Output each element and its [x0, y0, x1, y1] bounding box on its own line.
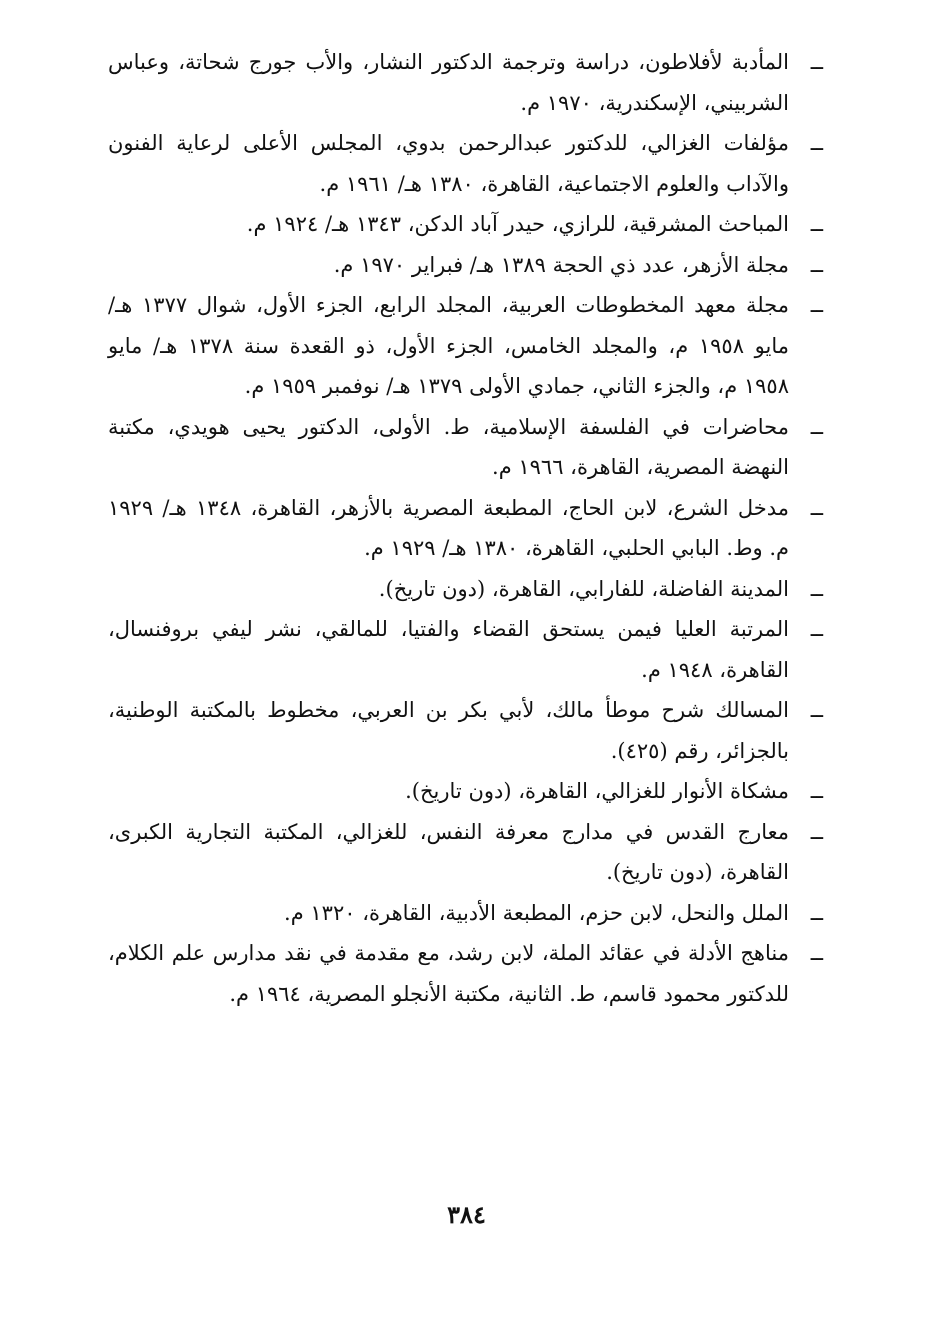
entry-text: المسالك شرح موطأ مالك، لأبي بكر بن العربي، مخطوط بالمكتبة الوطنية، بالجزائر، رقم (٤٢٥).	[108, 698, 789, 763]
entry-text: مناهج الأدلة في عقائد الملة، لابن رشد، مع مقدمة في نقد مدارس علم الكلام، للدكتور محمود قاسم، ط. الثانية، مكتبة الأنجلو المصرية، ١٩٦٤ م.	[108, 941, 789, 1006]
entry-dash: ــ	[810, 495, 823, 520]
bibliography-entry	[108, 285, 823, 407]
entry-dash: ــ	[810, 576, 823, 601]
entry-dash: ــ	[810, 779, 823, 803]
entry-dash: ــ	[810, 941, 823, 965]
entry-dash: ــ	[810, 50, 823, 74]
bibliography-entry	[108, 407, 823, 488]
bibliography-entry	[108, 42, 823, 123]
entry-dash: ــ	[810, 414, 823, 439]
entry-text: المباحث المشرقية، للرازي، حيدر آباد الدكن، ١٣٤٣ هـ/ ١٩٢٤ م.	[246, 212, 789, 236]
entry-text: الملل والنحل، لابن حزم، المطبعة الأدبية، القاهرة، ١٣٢٠ م.	[284, 900, 789, 925]
entry-dash: ــ	[810, 900, 823, 925]
bibliography-entry	[108, 245, 823, 286]
entry-text: المرتبة العليا فيمن يستحق القضاء والفتيا، للمالقي، نشر ليفي بروفنسال، القاهرة، ١٩٤٨ م.	[108, 617, 789, 682]
bibliography-entry	[108, 609, 823, 690]
entry-dash: ــ	[810, 698, 823, 722]
entry-dash: ــ	[810, 819, 823, 844]
bibliography-entry	[108, 488, 823, 569]
entry-dash: ــ	[810, 617, 823, 641]
entry-text: معارج القدس في مدارج معرفة النفس، للغزالي، المكتبة التجارية الكبرى، القاهرة، (دون تاريخ).	[108, 819, 789, 884]
entry-text: مجلة معهد المخطوطات العربية، المجلد الرابع، الجزء الأول، شوال ١٣٧٧ هـ/ مايو ١٩٥٨ م، والمجلد الخامس، الجزء الأول، ذو القعدة سنة ١٣٧٨ هـ/ مايو ١٩٥٨ م، والجزء الثاني، جمادي الأولى ١٣٧٩ هـ/ نوفمبر ١٩٥٩ م.	[108, 293, 790, 398]
bibliography-entry	[108, 812, 823, 893]
bibliography-entry	[108, 204, 823, 245]
bibliography-entry	[108, 893, 823, 934]
entry-text: المأدبة لأفلاطون، دراسة وترجمة الدكتور النشار، والأب جورج شحاتة، وعباس الشربيني، الإسكندرية، ١٩٧٠ م.	[108, 50, 789, 115]
bibliography-list	[108, 42, 823, 1014]
entry-dash: ــ	[810, 131, 823, 155]
entry-dash: ــ	[810, 252, 823, 277]
entry-text: المدينة الفاضلة، للفارابي، القاهرة، (دون تاريخ).	[378, 576, 789, 601]
bibliography-entry	[108, 123, 823, 204]
bibliography-entry	[108, 771, 823, 812]
entry-text: مؤلفات الغزالي، للدكتور عبدالرحمن بدوي، المجلس الأعلى لرعاية الفنون والآداب والعلوم الاجتماعية، القاهرة، ١٣٨٠ هـ/ ١٩٦١ م.	[108, 131, 789, 196]
entry-dash: ــ	[810, 293, 823, 317]
bibliography-entry	[108, 933, 823, 1014]
entry-text: مجلة الأزهر، عدد ذي الحجة ١٣٨٩ هـ/ فبراير ١٩٧٠ م.	[333, 252, 789, 277]
entry-dash: ــ	[810, 212, 823, 236]
entry-text: محاضرات في الفلسفة الإسلامية، ط. الأولى، الدكتور يحيى هويدي، مكتبة النهضة المصرية، القاهرة، ١٩٦٦ م.	[108, 414, 789, 479]
entry-text: مشكاة الأنوار للغزالي، القاهرة، (دون تاريخ).	[405, 779, 789, 803]
page-number: ٣٨٤	[447, 1200, 486, 1229]
entry-text: مدخل الشرع، لابن الحاج، المطبعة المصرية بالأزهر، القاهرة، ١٣٤٨ هـ/ ١٩٢٩ م. وط. البابي الحلبي، القاهرة، ١٣٨٠ هـ/ ١٩٢٩ م.	[108, 495, 789, 560]
bibliography-entry	[108, 690, 823, 771]
bibliography-entry	[108, 569, 823, 610]
